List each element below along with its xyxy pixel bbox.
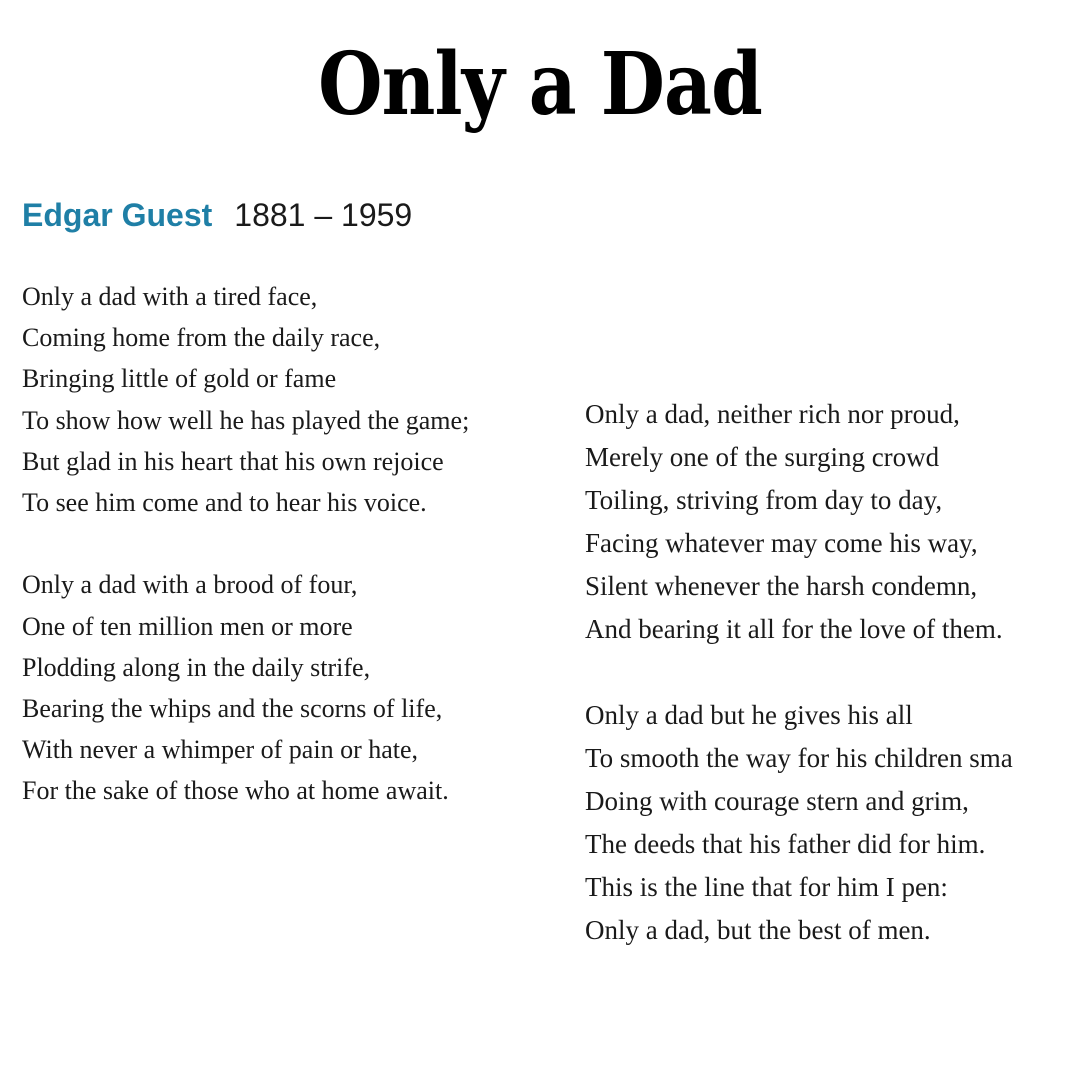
poem-line: Only a dad, but the best of men. [585, 915, 931, 945]
poem-line: This is the line that for him I pen: [585, 872, 948, 902]
poem-line: And bearing it all for the love of them. [585, 614, 1003, 644]
poem-line: For the sake of those who at home await. [22, 776, 449, 806]
poem-line: Only a dad with a brood of four, [22, 570, 358, 600]
author-name[interactable]: Edgar Guest [22, 197, 213, 233]
byline [22, 195, 412, 235]
poem-line: With never a whimper of pain or hate, [22, 735, 419, 765]
poem-line: Only a dad, neither rich nor proud, [585, 399, 960, 429]
poem-line: Only a dad with a tired face, [22, 282, 318, 311]
poem-column-right [585, 393, 1013, 952]
poem-line: Facing whatever may come his way, [585, 528, 978, 558]
poem-line: Silent whenever the harsh condemn, [585, 571, 978, 601]
stanza-4 [585, 694, 1013, 952]
poem-line: Only a dad but he gives his all [585, 700, 913, 730]
poem-line: Plodding along in the daily strife, [22, 652, 371, 682]
stanza-2 [22, 564, 469, 811]
poem-line: Bearing the whips and the scorns of life, [22, 694, 443, 724]
poem-line: But glad in his heart that his own rejoice [22, 446, 444, 476]
poem-line: To see him come and to hear his voice. [22, 488, 427, 518]
poem-column-left [22, 276, 469, 812]
poem-line: The deeds that his father did for him. [585, 829, 986, 859]
poem-line: Bringing little of gold or fame [22, 364, 337, 394]
poem-line: One of ten million men or more [22, 611, 353, 641]
stanza-1 [22, 276, 469, 523]
poem-title: Only a Dad [318, 34, 762, 135]
poem-line: To show how well he has played the game; [22, 405, 470, 435]
author-dates: 1881 – 1959 [234, 197, 413, 233]
poem-line: Toiling, striving from day to day, [585, 485, 943, 515]
poem-line: To smooth the way for his children sma [585, 743, 1013, 773]
poem-line: Merely one of the surging crowd [585, 442, 940, 472]
poem-line: Doing with courage stern and grim, [585, 786, 969, 816]
stanza-3 [585, 393, 1013, 651]
poem-line: Coming home from the daily race, [22, 323, 381, 353]
